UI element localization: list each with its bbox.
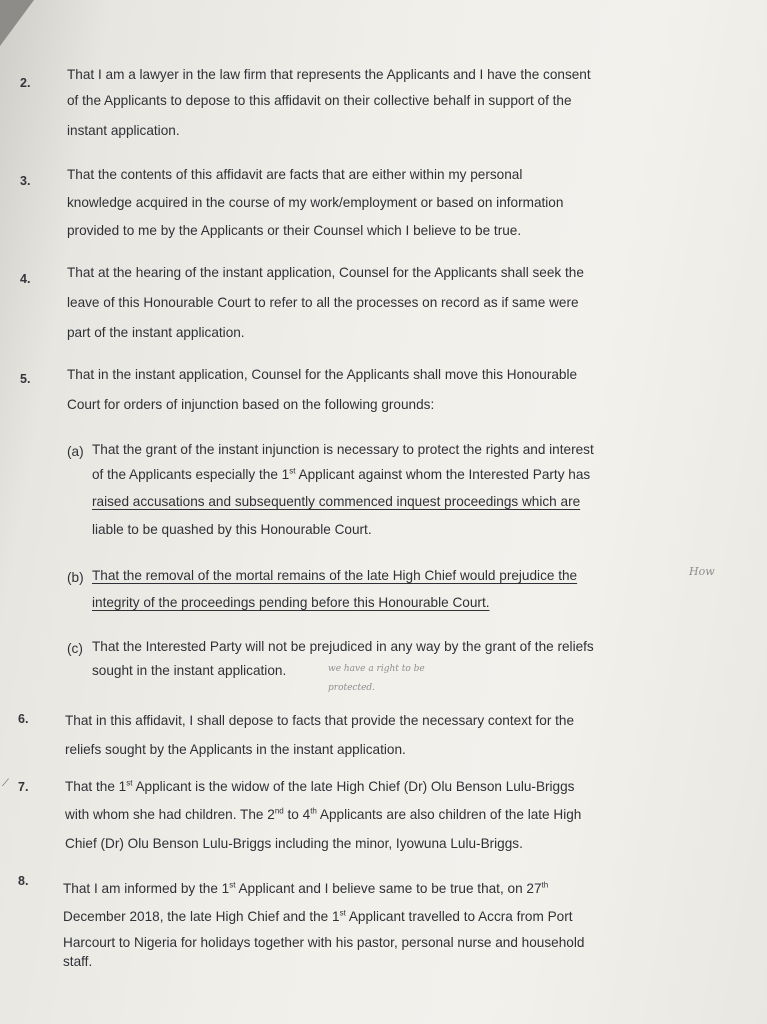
- margin-tick-mark: ⟋: [2, 778, 9, 789]
- ground-line-underlined: integrity of the proceedings pending before this Honourable Court.: [92, 595, 490, 610]
- paragraph-line: That I am informed by the 1st Applicant and I believe same to be true that, on 27th: [63, 880, 549, 896]
- ground-line-underlined: That the removal of the mortal remains of the late High Chief would prejudice the: [92, 568, 578, 583]
- paragraph-line: of the Applicants to depose to this affidavit on their collective behalf in support of the: [67, 93, 572, 108]
- ground-label: (b): [67, 570, 84, 585]
- ground-line-underlined: raised accusations and subsequently commenced inquest proceedings which are: [92, 494, 581, 509]
- paragraph-line: staff.: [63, 954, 93, 969]
- paragraph-line: leave of this Honourable Court to refer to all the processes on record as if same were: [67, 295, 579, 310]
- ground-line: liable to be quashed by this Honourable Court.: [92, 522, 372, 537]
- paragraph-line: That in this affidavit, I shall depose to facts that provide the necessary context for the: [65, 713, 575, 728]
- paragraph-number: 4.: [20, 272, 31, 286]
- paragraph-number: 7.: [18, 780, 29, 794]
- paragraph-line: knowledge acquired in the course of my work/employment or based on information: [67, 195, 564, 210]
- handwritten-note: we have a right to be: [328, 664, 425, 674]
- paragraph-line: Chief (Dr) Olu Benson Lulu-Briggs including the minor, Iyowuna Lulu-Briggs.: [65, 836, 523, 851]
- ground-label: (a): [67, 444, 84, 459]
- ground-line: sought in the instant application.: [92, 663, 287, 678]
- ground-label: (c): [67, 641, 83, 656]
- paragraph-line: That the contents of this affidavit are facts that are either within my personal: [67, 167, 523, 182]
- paragraph-line: Court for orders of injunction based on the following grounds:: [67, 397, 435, 412]
- paragraph-line: instant application.: [67, 123, 180, 138]
- paragraph-line: December 2018, the late High Chief and the 1st Applicant travelled to Accra from Port: [63, 908, 573, 924]
- paragraph-line: part of the instant application.: [67, 325, 245, 340]
- page-corner-shadow: [0, 0, 34, 46]
- paragraph-number: 8.: [18, 874, 29, 888]
- paragraph-line: That in the instant application, Counsel for the Applicants shall move this Honourable: [67, 367, 578, 382]
- ground-line: That the Interested Party will not be prejudiced in any way by the grant of the reliefs: [92, 639, 594, 654]
- ground-line: of the Applicants especially the 1st Applicant against whom the Interested Party has: [92, 466, 591, 482]
- paragraph-number: 3.: [20, 174, 31, 188]
- paragraph-number: 2.: [20, 76, 31, 90]
- paragraph-line: That the 1st Applicant is the widow of the late High Chief (Dr) Olu Benson Lulu-Briggs: [65, 778, 575, 794]
- paragraph-line: Harcourt to Nigeria for holidays together with his pastor, personal nurse and household: [63, 935, 585, 950]
- ground-line: That the grant of the instant injunction is necessary to protect the rights and interest: [92, 442, 594, 457]
- paragraph-line: That I am a lawyer in the law firm that represents the Applicants and I have the consent: [67, 67, 591, 82]
- paragraph-number: 6.: [18, 712, 29, 726]
- paragraph-line: That at the hearing of the instant application, Counsel for the Applicants shall seek the: [67, 265, 584, 280]
- paragraph-line: provided to me by the Applicants or their Counsel which I believe to be true.: [67, 223, 522, 238]
- handwritten-note: protected.: [328, 683, 376, 693]
- paragraph-line: with whom she had children. The 2nd to 4th Applicants are also children of the late High: [65, 806, 582, 822]
- handwritten-margin-note: How: [689, 565, 715, 578]
- paragraph-number: 5.: [20, 372, 31, 386]
- paragraph-line: reliefs sought by the Applicants in the instant application.: [65, 742, 406, 757]
